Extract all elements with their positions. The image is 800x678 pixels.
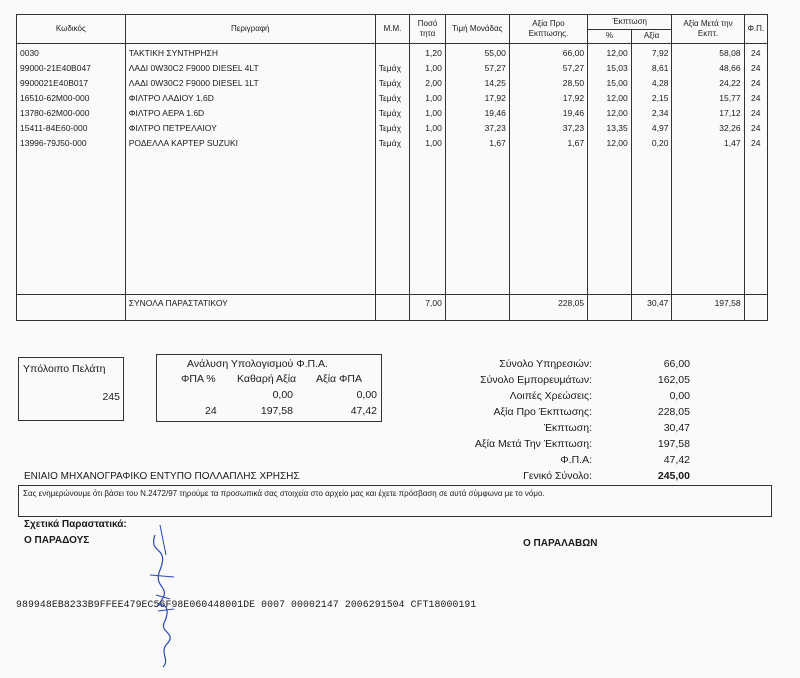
row-code: 13780-62M00-000 [20,108,90,118]
row-pct: 15,00 [606,78,628,88]
row-vat: 24 [751,93,761,103]
notice-box [18,485,772,517]
row-after: 24,22 [719,78,741,88]
col-vat [744,44,767,295]
header-discount: Έκπτωση [588,15,672,30]
col-value-after [672,44,744,295]
row-description: ΡΟΔΕΛΛΑ ΚΑΡΤΕΡ SUZUKI [128,138,239,148]
header-discount-pct: % [588,29,632,44]
notice-text: Σας ενημερώνουμε ότι βάσει του Ν.2472/97 τηρούμε τα προσωπικά σας στοιχεία στο αρχείο μας και έχετε πρόσβαση σε αυτά σύμφωνα με το νόμο. [23,489,545,498]
row-price: 19,46 [484,108,506,118]
summary-value-goods: 162,05 [657,374,690,386]
summary-label-goods: Σύνολο Εμπορευμάτων: [480,374,592,386]
summary-value-services: 66,00 [663,358,690,370]
vat-col-net: Καθαρή Αξία [237,373,297,385]
row-vat: 24 [751,123,761,133]
row-description: ΛΑΔΙ 0W30C2 F9000 DIESEL 1LT [128,78,259,88]
totals-qty: 7,00 [410,295,446,321]
row-price: 55,00 [484,48,506,58]
summary-label-discount: Έκπτωση: [543,422,592,434]
row-code: 0030 [20,48,39,58]
row-disc: 4,28 [651,78,669,88]
header-value-before: Αξία Προ Εκπτωσης. [509,15,587,44]
row-after: 48,66 [719,63,741,73]
totals-after: 197,58 [672,295,744,321]
row-unit: Τεμάχ [378,123,402,133]
row-after: 58,08 [719,48,741,58]
col-unit [375,44,410,295]
vat-row-net: 0,00 [272,389,293,401]
row-pct: 12,00 [606,138,628,148]
summary-value-after: 197,58 [657,438,690,450]
col-discount-value [631,44,672,295]
row-vat: 24 [751,48,761,58]
summary-value-grand-total: 245,00 [657,470,690,482]
row-before: 1,67 [567,138,585,148]
signature-code: 989948EB8233B9FFEE479EC56F98E060448001DE 0007 00002147 2006291504 CFT18000191 [16,599,477,610]
header-vat: Φ.Π. [744,15,767,44]
summary-label-vat: Φ.Π.Α: [560,454,592,466]
row-before: 28,50 [562,78,585,88]
row-pct: 12,00 [606,48,628,58]
vat-row-net: 197,58 [260,405,293,417]
totals-discount: 30,47 [631,295,672,321]
row-description: ΤΑΚΤΙΚΗ ΣΥΝΤΗΡΗΣΗ [128,48,218,58]
header-code: Κωδικός [17,15,126,44]
row-description: ΦΙΛΤΡΟ ΑΕΡΑ 1.6D [128,108,205,118]
row-before: 17,92 [562,93,585,103]
header-discount-value: Αξία [631,29,672,44]
summary-label-services: Σύνολο Υπηρεσιών: [499,358,592,370]
row-price: 37,23 [484,123,506,133]
vat-row-pct: 24 [205,405,217,417]
row-disc: 2,34 [651,108,669,118]
row-qty: 1,00 [425,63,442,73]
header-unit: Μ.Μ. [375,15,410,44]
row-before: 57,27 [562,63,585,73]
vat-col-pct: ΦΠΑ % [181,373,216,385]
row-unit: Τεμάχ [378,63,402,73]
row-pct: 12,00 [606,93,628,103]
customer-balance-box [18,357,124,421]
form-title: ΕΝΙΑΙΟ ΜΗΧΑΝΟΓΡΑΦΙΚΟ ΕΝΤΥΠΟ ΠΟΛΛΑΠΛΗΣ ΧΡΗΣΗΣ [24,471,300,482]
row-qty: 1,20 [425,48,442,58]
row-qty: 2,00 [425,78,442,88]
row-vat: 24 [751,63,761,73]
row-description: ΦΙΛΤΡΟ ΛΑΔΙΟΥ 1.6D [128,93,214,103]
row-price: 17,92 [484,93,506,103]
vat-analysis-box [156,354,382,422]
row-price: 14,25 [484,78,506,88]
signature-stroke [154,535,171,667]
row-unit [379,46,407,61]
row-unit: Τεμάχ [378,138,402,148]
summary-label-grand-total: Γενικό Σύνολο: [523,470,592,482]
row-after: 17,12 [719,108,741,118]
row-vat: 24 [751,78,761,88]
row-code: 9900021E40B017 [20,78,89,88]
header-unit-price: Τιμή Μονάδας [445,15,509,44]
col-description [125,44,375,295]
vat-col-vat: Αξία ΦΠΑ [316,373,362,385]
totals-label: ΣΥΝΟΛΑ ΠΑΡΑΣΤΑΤΙΚΟΥ [125,295,375,321]
row-vat: 24 [751,138,761,148]
row-code: 13996-79J50-000 [20,138,87,148]
row-before: 37,23 [562,123,585,133]
row-before: 19,46 [562,108,585,118]
customer-balance-value: 245 [102,391,120,403]
col-discount-pct [588,44,632,295]
row-pct: 12,00 [606,108,628,118]
row-after: 15,77 [719,93,741,103]
header-qty: Ποσό τητα [410,15,446,44]
row-before: 66,00 [562,48,585,58]
row-description: ΦΙΛΤΡΟ ΠΕΤΡΕΛΑΙΟΥ [128,123,217,133]
row-disc: 0,20 [651,138,669,148]
row-code: 15411-84E60-000 [20,123,88,133]
vat-analysis-title: Ανάλυση Υπολογισμού Φ.Π.Α. [187,358,328,370]
row-unit: Τεμάχ [378,78,402,88]
receiver-label: Ο ΠΑΡΑΛΑΒΩΝ [523,538,598,549]
row-code: 16510-62M00-000 [20,93,90,103]
row-after: 1,47 [724,138,741,148]
row-qty: 1,00 [425,108,442,118]
summary-value-vat: 47,42 [663,454,690,466]
vat-row-vat: 47,42 [350,405,377,417]
vat-row-vat: 0,00 [356,389,377,401]
deliverer-label: Ο ΠΑΡΑΔΟΥΣ [24,535,90,546]
row-pct: 15,03 [606,63,628,73]
col-qty [410,44,446,295]
row-code: 99000-21E40B047 [20,63,91,73]
row-price: 1,67 [489,138,506,148]
row-disc: 4,97 [651,123,669,133]
row-disc: 8,61 [651,63,669,73]
row-disc: 2,15 [651,93,669,103]
row-after: 32,26 [719,123,741,133]
header-value-after: Αξία Μετά την Εκπτ. [672,15,744,44]
col-value-before [509,44,587,295]
items-table [16,14,768,321]
col-unit-price [445,44,509,295]
totals-before: 228,05 [509,295,587,321]
row-description: ΛΑΔΙ 0W30C2 F9000 DIESEL 4LT [128,63,259,73]
row-vat: 24 [751,108,761,118]
row-disc: 7,92 [651,48,669,58]
related-docs-label: Σχετικά Παραστατικά: [24,519,127,530]
summary-value-before: 228,05 [657,406,690,418]
totals-row [17,295,768,321]
row-unit: Τεμάχ [378,93,402,103]
summary-value-other: 0,00 [669,390,690,402]
row-price: 57,27 [484,63,506,73]
summary-label-after: Αξία Μετά Την Έκπτωση: [474,438,592,450]
row-qty: 1,00 [425,138,442,148]
row-qty: 1,00 [425,123,442,133]
row-pct: 13,35 [606,123,628,133]
customer-balance-label: Υπόλοιπο Πελάτη [23,363,106,375]
row-unit: Τεμάχ [378,108,402,118]
summary-label-other: Λοιπές Χρεώσεις: [509,390,592,402]
header-description: Περιγραφή [125,15,375,44]
summary-label-before: Αξία Προ Έκπτωσης: [493,406,592,418]
row-qty: 1,00 [425,93,442,103]
col-code [17,44,126,295]
signature-scribble [130,515,200,675]
summary-value-discount: 30,47 [663,422,690,434]
